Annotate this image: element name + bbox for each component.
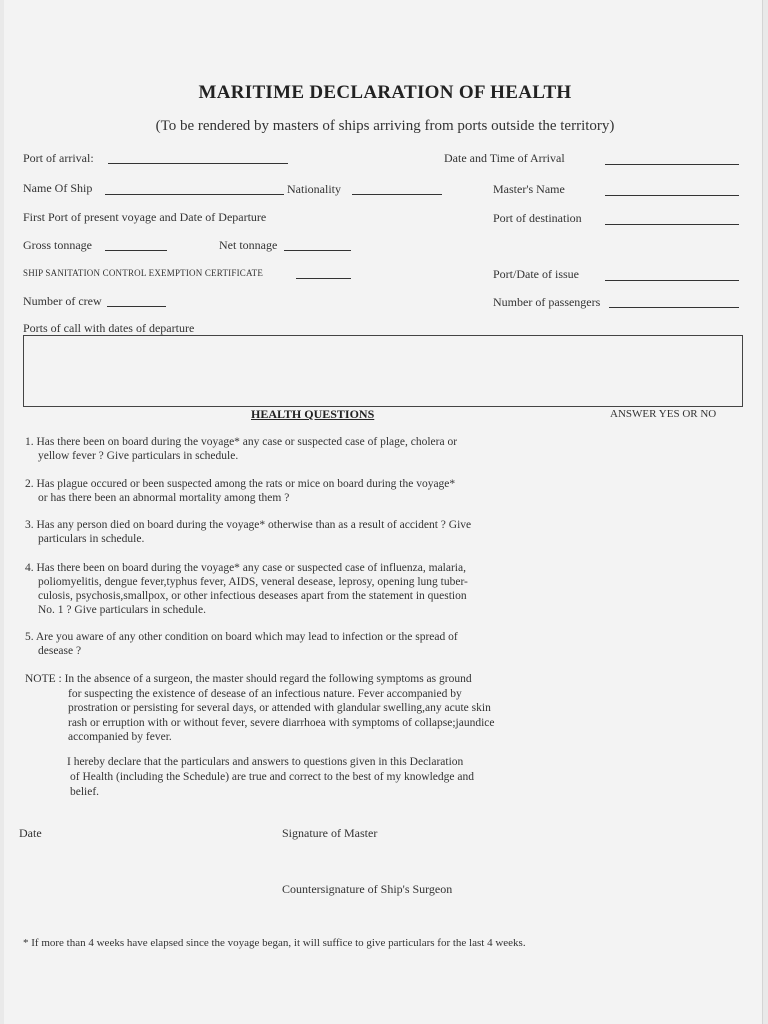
date-label: Date xyxy=(19,826,42,840)
declaration-line-1: I hereby declare that the particulars and answers to questions given in this Declaration xyxy=(67,756,464,768)
name-of-ship-label: Name Of Ship xyxy=(23,181,93,195)
ports-of-call-label: Ports of call with dates of departure xyxy=(23,321,195,335)
ports-of-call-box[interactable] xyxy=(23,335,743,407)
date-time-arrival-label: Date and Time of Arrival xyxy=(444,151,565,165)
name-of-ship-field[interactable] xyxy=(105,194,284,195)
question-3-line-2: particulars in schedule. xyxy=(38,533,145,545)
footnote: * If more than 4 weeks have elapsed since the voyage began, it will suffice to give particulars for the last 4 weeks. xyxy=(23,937,526,949)
ship-sanitation-label: SHIP SANITATION CONTROL EXEMPTION CERTIFICATE xyxy=(23,268,264,278)
note-line-3: prostration or persisting for several days, or attended with glandular swelling,any acute skin xyxy=(68,702,491,714)
net-tonnage-field[interactable] xyxy=(284,250,351,251)
question-2-line-1: 2. Has plague occured or been suspected among the rats or mice on board during the voyage* xyxy=(25,478,456,490)
nationality-label: Nationality xyxy=(287,182,341,196)
question-2-line-2: or has there been an abnormal mortality among them ? xyxy=(38,492,290,504)
nationality-field[interactable] xyxy=(352,194,442,195)
number-of-crew-field[interactable] xyxy=(107,306,166,307)
page-subtitle: (To be rendered by masters of ships arriving from ports outside the territory) xyxy=(155,118,615,134)
question-4-line-1: 4. Has there been on board during the voyage* any case or suspected case of influenza, malaria, xyxy=(25,562,466,574)
port-of-destination-label: Port of destination xyxy=(493,211,582,225)
countersignature-label: Countersignature of Ship's Surgeon xyxy=(282,882,453,896)
declaration-line-3: belief. xyxy=(70,786,100,798)
page-title: MARITIME DECLARATION OF HEALTH xyxy=(198,82,572,103)
port-of-arrival-field[interactable] xyxy=(108,163,288,164)
question-5 xyxy=(25,630,525,658)
number-of-crew-label: Number of crew xyxy=(23,294,102,308)
health-questions-heading: HEALTH QUESTIONS xyxy=(251,407,375,421)
declaration-line-2: of Health (including the Schedule) are true and correct to the best of my knowledge and xyxy=(70,771,474,783)
masters-name-field[interactable] xyxy=(605,195,739,196)
answer-heading: ANSWER YES OR NO xyxy=(610,408,717,420)
date-time-arrival-field[interactable] xyxy=(605,164,739,165)
question-5-line-2: desease ? xyxy=(38,645,82,657)
note-line-5: accompanied by fever. xyxy=(68,731,172,743)
number-of-passengers-label: Number of passengers xyxy=(493,295,601,309)
question-1-line-1: 1. Has there been on board during the voyage* any case or suspected case of plage, cholera or xyxy=(25,436,458,448)
ship-sanitation-field[interactable] xyxy=(296,278,351,279)
note-line-1: NOTE : In the absence of a surgeon, the master should regard the following symptoms as ground xyxy=(25,673,472,685)
port-date-issue-field[interactable] xyxy=(605,280,739,281)
question-1-line-2: yellow fever ? Give particulars in schedule. xyxy=(38,450,239,462)
number-of-passengers-field[interactable] xyxy=(609,307,739,308)
net-tonnage-label: Net tonnage xyxy=(219,238,278,252)
note-section xyxy=(25,672,565,745)
gross-tonnage-field[interactable] xyxy=(105,250,167,251)
port-date-issue-label: Port/Date of issue xyxy=(493,267,579,281)
question-1 xyxy=(25,435,525,463)
question-4-line-2: poliomyelitis, dengue fever,typhus fever, AIDS, veneral desease, leprosy, opening lung tuber- xyxy=(38,576,468,588)
gross-tonnage-label: Gross tonnage xyxy=(23,238,92,252)
form-page xyxy=(4,0,763,1024)
question-3-line-1: 3. Has any person died on board during the voyage* otherwise than as a result of accident ? Give xyxy=(25,519,472,531)
question-3 xyxy=(25,518,525,546)
masters-name-label: Master's Name xyxy=(493,182,565,196)
question-5-line-1: 5. Are you aware of any other condition on board which may lead to infection or the spread of xyxy=(25,631,458,643)
question-2 xyxy=(25,477,525,505)
question-4-line-4: No. 1 ? Give particulars in schedule. xyxy=(38,604,206,616)
question-4-line-3: culosis, psychosis,smallpox, or other infectious deseases apart from the statement in question xyxy=(38,590,467,602)
declaration-section xyxy=(67,755,547,800)
question-4 xyxy=(25,561,525,617)
first-port-label: First Port of present voyage and Date of Departure xyxy=(23,210,267,224)
note-line-4: rash or erruption with or without fever, severe diarrhoea with symptoms of collapse;jaundice xyxy=(68,716,495,729)
signature-master-label: Signature of Master xyxy=(282,826,378,840)
note-line-2: for suspecting the existence of desease of an infectious nature. Fever accompanied by xyxy=(68,687,462,700)
port-of-destination-field[interactable] xyxy=(605,224,739,225)
port-of-arrival-label: Port of arrival: xyxy=(23,151,94,165)
